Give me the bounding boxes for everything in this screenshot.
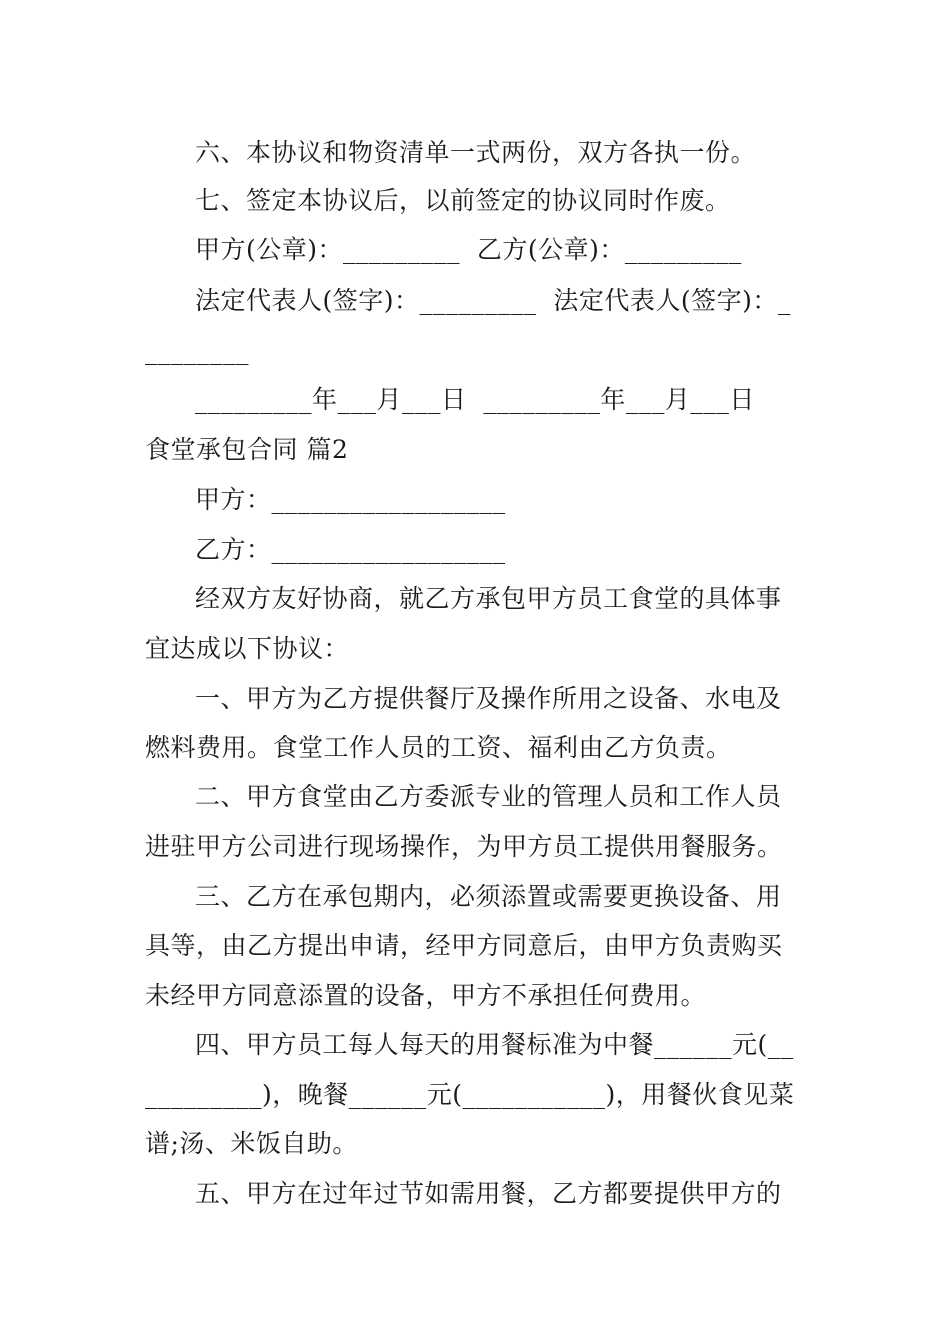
clause-3-line-3: 未经甲方同意添置的设备，甲方不承担任何费用。 <box>145 981 707 1010</box>
intro-paragraph-line-2: 宜达成以下协议： <box>145 634 350 663</box>
section-title: 食堂承包合同 篇2 <box>145 435 349 464</box>
intro-paragraph-line-1: 经双方友好协商，就乙方承包甲方员工食堂的具体事 <box>195 584 782 613</box>
clause-3-line-1: 三、乙方在承包期内，必须添置或需要更换设备、用 <box>195 882 782 911</box>
clause-4-line-2: _________)，晚餐______元(___________)，用餐伙食见菜 <box>145 1080 795 1109</box>
clause-1-line-2: 燃料费用。食堂工作人员的工资、福利由乙方负责。 <box>145 733 732 762</box>
seal-line: 甲方(公章)：_________ 乙方(公章)：_________ <box>195 235 742 264</box>
clause-2-line-1: 二、甲方食堂由乙方委派专业的管理人员和工作人员 <box>195 782 782 811</box>
party-b-line: 乙方：__________________ <box>195 535 506 564</box>
date-line: _________年___月___日 _________年___月___日 <box>195 385 755 414</box>
clause-5-line-1: 五、甲方在过年过节如需用餐，乙方都要提供甲方的 <box>195 1179 782 1208</box>
clause-1-line-1: 一、甲方为乙方提供餐厅及操作所用之设备、水电及 <box>195 684 782 713</box>
clause-7: 七、签定本协议后，以前签定的协议同时作废。 <box>195 186 731 215</box>
clause-2-line-2: 进驻甲方公司进行现场操作，为甲方员工提供用餐服务。 <box>145 832 783 861</box>
clause-4-line-3: 谱;汤、米饭自助。 <box>145 1129 358 1158</box>
clause-4-line-1: 四、甲方员工每人每天的用餐标准为中餐______元(__ <box>195 1030 794 1059</box>
signature-line: 法定代表人(签字)：_________ 法定代表人(签字)：_ <box>195 286 791 315</box>
signature-line-continued: ________ <box>145 336 249 365</box>
party-a-line: 甲方：__________________ <box>195 485 506 514</box>
clause-6: 六、本协议和物资清单一式两份，双方各执一份。 <box>195 138 757 167</box>
clause-3-line-2: 具等，由乙方提出申请，经甲方同意后，由甲方负责购买 <box>145 931 783 960</box>
